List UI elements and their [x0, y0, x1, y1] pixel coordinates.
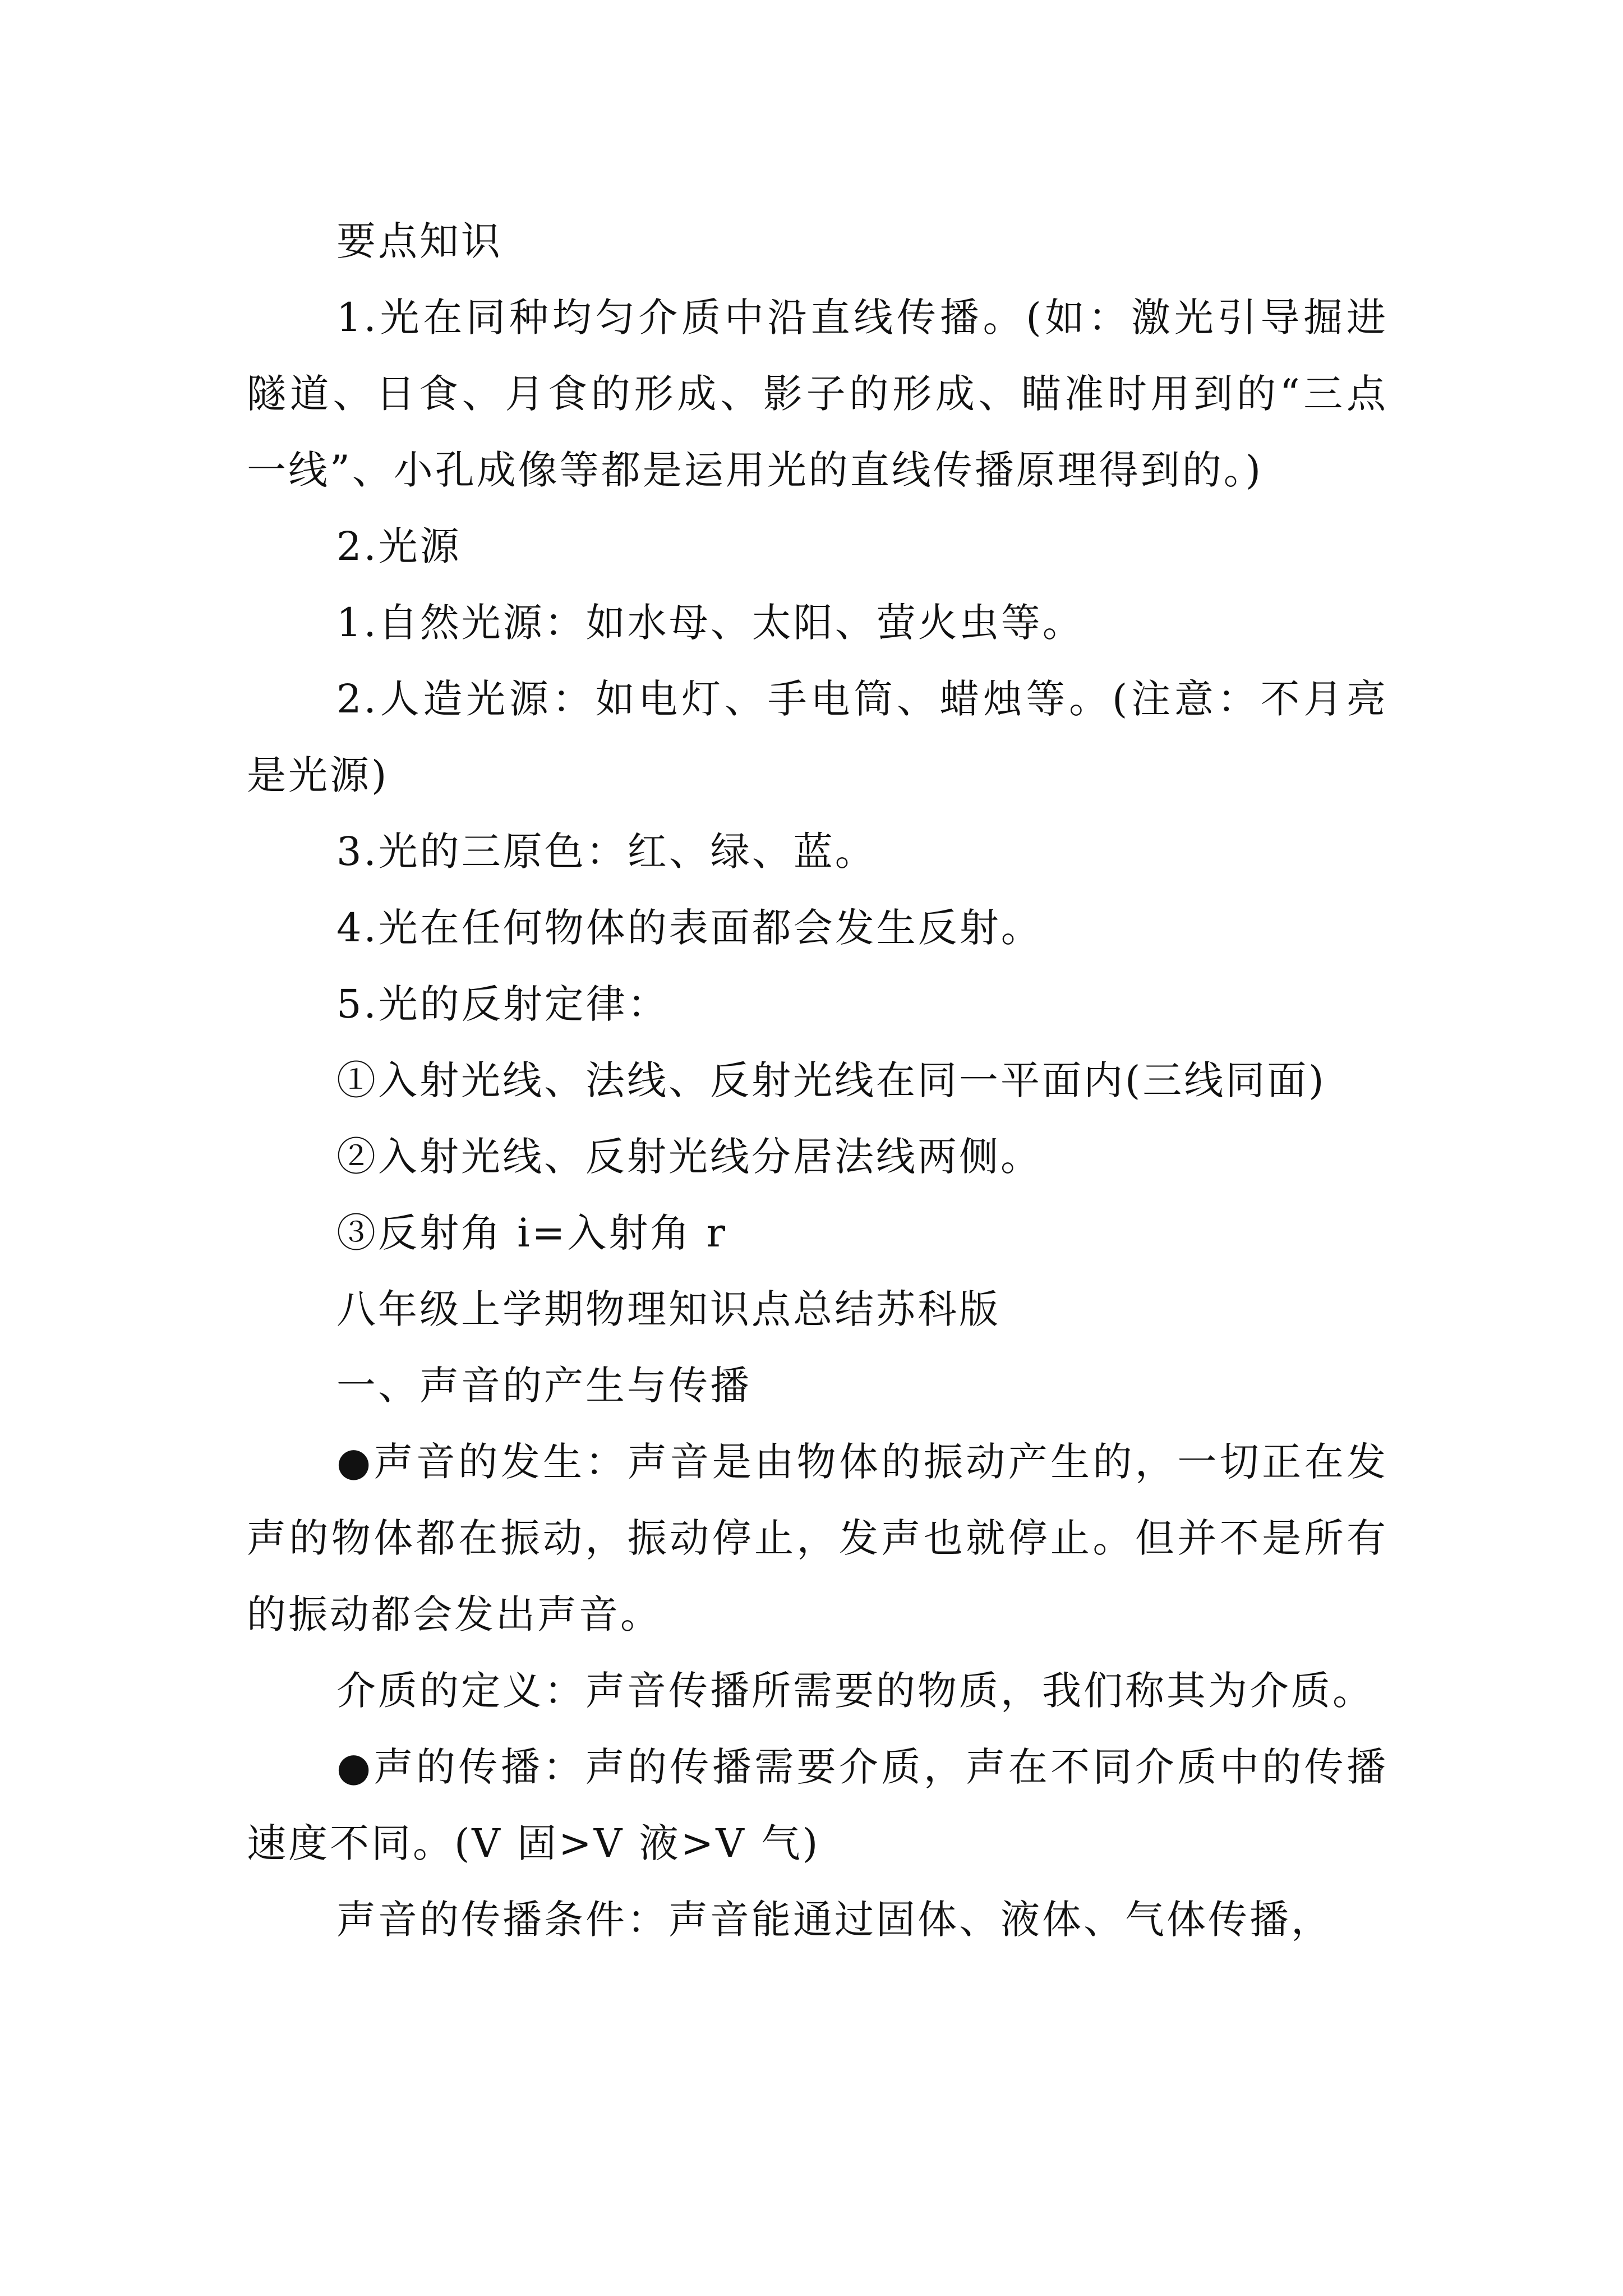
section-title: 八年级上学期物理知识点总结苏科版 — [336, 1286, 1000, 1332]
paragraph-reflection: 4.光在任何物体的表面都会发生反射。 — [336, 905, 1043, 951]
heading-light-source: 2.光源 — [336, 523, 462, 569]
paragraph-sound-propagation: ●声的传播：声的传播需要介质，声在不同介质中的传播速度不同。(V 固>V 液>V 气) — [247, 1744, 1388, 1866]
paragraph-sound-origin: ●声音的发生：声音是由物体的振动产生的，一切正在发声的物体都在振动，振动停止，发声也就停止。但并不是所有的振动都会发出声音。 — [247, 1439, 1388, 1637]
paragraph-propagation-conditions: 声音的传播条件：声音能通过固体、液体、气体传播， — [336, 1897, 1332, 1943]
section-heading-key-points: 要点知识 — [336, 218, 502, 264]
paragraph-artificial-light-source: 2.人造光源：如电灯、手电筒、蜡烛等。(注意：不月亮是光源) — [247, 676, 1388, 798]
list-item-reflection-law-1: ①入射光线、法线、反射光线在同一平面内(三线同面) — [336, 1057, 1326, 1103]
document-body — [247, 203, 1388, 1958]
paragraph-natural-light-source: 1.自然光源：如水母、太阳、萤火虫等。 — [336, 600, 1084, 646]
heading-reflection-law: 5.光的反射定律： — [336, 981, 669, 1027]
list-item-reflection-law-2: ②入射光线、反射光线分居法线两侧。 — [336, 1134, 1042, 1180]
paragraph-light-propagation: 1.光在同种均匀介质中沿直线传播。(如：激光引导掘进隧道、日食、月食的形成、影子的形成、瞄准时用到的“三点一线”、小孔成像等都是运用光的直线传播原理得到的。) — [247, 295, 1388, 493]
paragraph-medium-definition: 介质的定义：声音传播所需要的物质，我们称其为介质。 — [336, 1668, 1374, 1714]
list-item-reflection-law-3: ③反射角 i=入射角 r — [336, 1210, 728, 1256]
section-heading-sound: 一、声音的产生与传播 — [336, 1363, 751, 1409]
paragraph-primary-colors: 3.光的三原色：红、绿、蓝。 — [336, 829, 877, 875]
